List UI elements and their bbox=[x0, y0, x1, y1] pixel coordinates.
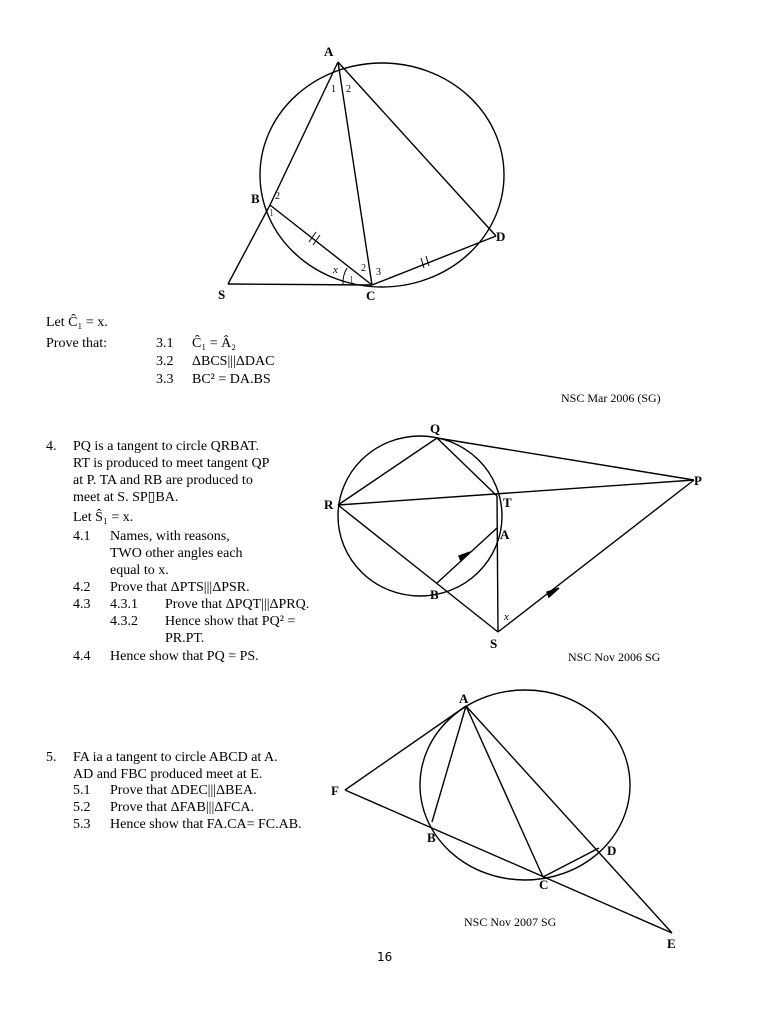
q3-line-AB bbox=[270, 62, 338, 205]
svg-text:2: 2 bbox=[275, 191, 280, 202]
q3-let-line: Let Ĉ₁ = x. bbox=[46, 315, 108, 330]
q4-line: RT is produced to meet tangent QP bbox=[73, 456, 270, 471]
q3-point-C: C bbox=[366, 288, 376, 303]
q3-x-label: x bbox=[333, 264, 338, 276]
q5-line: FA ia a tangent to circle ABCD at A. bbox=[73, 750, 278, 765]
q4-line-RS bbox=[338, 505, 498, 632]
q4-labels bbox=[324, 421, 702, 651]
q3-line-AD bbox=[338, 62, 496, 236]
q5-item-text: Prove that ΔDEC|||ΔBEA. bbox=[110, 783, 257, 798]
q4-x-label: x bbox=[504, 611, 509, 623]
q3-item-text: Ĉ₁ = Â₂ bbox=[192, 336, 237, 351]
figure-q3 bbox=[228, 62, 504, 287]
q4-number: 4. bbox=[46, 439, 57, 454]
q5-line-AE bbox=[466, 706, 672, 933]
q4-line-TS bbox=[497, 496, 498, 632]
q4-line-RP bbox=[338, 480, 694, 505]
q3-point-A: A bbox=[324, 44, 334, 59]
q4-line-SP bbox=[498, 480, 694, 632]
q3-point-B: B bbox=[251, 191, 260, 206]
q4-item-text: equal to x. bbox=[110, 563, 169, 578]
q4-item-text: TWO other angles each bbox=[110, 546, 243, 561]
q4-item-text: Hence show that PQ² = bbox=[165, 614, 296, 629]
q5-line-FE bbox=[345, 790, 672, 933]
q5-item-num: 5.3 bbox=[73, 817, 91, 832]
svg-text:2: 2 bbox=[361, 263, 366, 274]
q5-item-num: 5.1 bbox=[73, 783, 91, 798]
q4-item-num: 4.1 bbox=[73, 529, 91, 544]
q4-line: meet at S. SP▯BA. bbox=[73, 490, 179, 505]
q4-point-R: R bbox=[324, 497, 334, 512]
q4-point-B: B bbox=[430, 587, 439, 602]
q5-line-FA bbox=[345, 706, 466, 790]
q4-item-text: Hence show that PQ = PS. bbox=[110, 649, 259, 664]
q4-subitem-num: 4.3.1 bbox=[110, 597, 138, 612]
q3-line-BC bbox=[270, 205, 372, 285]
q3-line-BS bbox=[228, 205, 270, 284]
q5-line-AC bbox=[466, 706, 543, 877]
svg-text:2: 2 bbox=[346, 84, 351, 95]
svg-text:1: 1 bbox=[331, 84, 336, 95]
q3-point-S: S bbox=[218, 287, 226, 302]
q4-subitem-num: 4.3.2 bbox=[110, 614, 138, 629]
q5-point-F: F bbox=[331, 783, 339, 798]
svg-text:1: 1 bbox=[269, 208, 274, 219]
q4-line-RQ bbox=[338, 438, 437, 505]
q4-line: PQ is a tangent to circle QRBAT. bbox=[73, 439, 259, 454]
q5-item-text: Prove that ΔFAB|||ΔFCA. bbox=[110, 800, 254, 815]
q5-point-C: C bbox=[539, 877, 549, 892]
q5-line-AB bbox=[432, 706, 466, 822]
q3-item-num: 3.1 bbox=[156, 336, 174, 351]
q5-point-A: A bbox=[459, 691, 469, 706]
q4-item-num: 4.2 bbox=[73, 580, 91, 595]
q5-line: AD and FBC produced meet at E. bbox=[73, 767, 263, 782]
q4-item-text: Prove that ΔPTS|||ΔPSR. bbox=[110, 580, 250, 595]
q3-line-CD bbox=[372, 236, 496, 285]
q4-item-num: 4.4 bbox=[73, 649, 91, 664]
q4-point-T: T bbox=[503, 495, 512, 510]
q5-number: 5. bbox=[46, 750, 57, 765]
q4-source: NSC Nov 2006 SG bbox=[568, 650, 661, 664]
q3-line-AC bbox=[338, 62, 372, 285]
q5-source: NSC Nov 2007 SG bbox=[464, 915, 557, 929]
q4-point-Q: Q bbox=[430, 421, 441, 436]
q3-item-text: ΔBCS|||ΔDAC bbox=[192, 354, 275, 369]
page-number: 16 bbox=[377, 950, 393, 964]
q4-line-QP bbox=[437, 438, 694, 480]
q5-item-num: 5.2 bbox=[73, 800, 91, 815]
q5-point-D: D bbox=[607, 843, 617, 858]
q4-circle bbox=[338, 436, 502, 596]
q4-item-num: 4.3 bbox=[73, 597, 91, 612]
q3-labels bbox=[218, 44, 505, 303]
svg-text:1: 1 bbox=[349, 275, 354, 286]
figure-q5 bbox=[345, 690, 672, 933]
q5-point-E: E bbox=[667, 936, 676, 951]
q4-item-text: Prove that ΔPQT|||ΔPRQ. bbox=[165, 597, 310, 612]
q4-item-text: Names, with reasons, bbox=[110, 529, 230, 544]
svg-text:3: 3 bbox=[376, 267, 381, 278]
q3-source: NSC Mar 2006 (SG) bbox=[561, 391, 661, 405]
q4-point-A: A bbox=[500, 527, 510, 542]
q4-let-line: Let Ŝ₁ = x. bbox=[73, 510, 134, 525]
q3-prove-label: Prove that: bbox=[46, 336, 108, 351]
q5-item-text: Hence show that FA.CA= FC.AB. bbox=[110, 817, 302, 832]
q3-item-num: 3.3 bbox=[156, 372, 174, 387]
q3-item-text: BC² = DA.BS bbox=[192, 372, 271, 387]
q3-item-num: 3.2 bbox=[156, 354, 174, 369]
q3-point-D: D bbox=[496, 229, 506, 244]
q5-point-B: B bbox=[427, 830, 436, 845]
q5-line-CD bbox=[543, 848, 599, 877]
q3-circle bbox=[260, 63, 504, 287]
q4-point-S: S bbox=[490, 636, 498, 651]
q4-point-P: P bbox=[694, 473, 702, 488]
q4-item-text: PR.PT. bbox=[165, 631, 205, 646]
figure-q4 bbox=[338, 436, 694, 632]
q4-line: at P. TA and RB are produced to bbox=[73, 473, 253, 488]
